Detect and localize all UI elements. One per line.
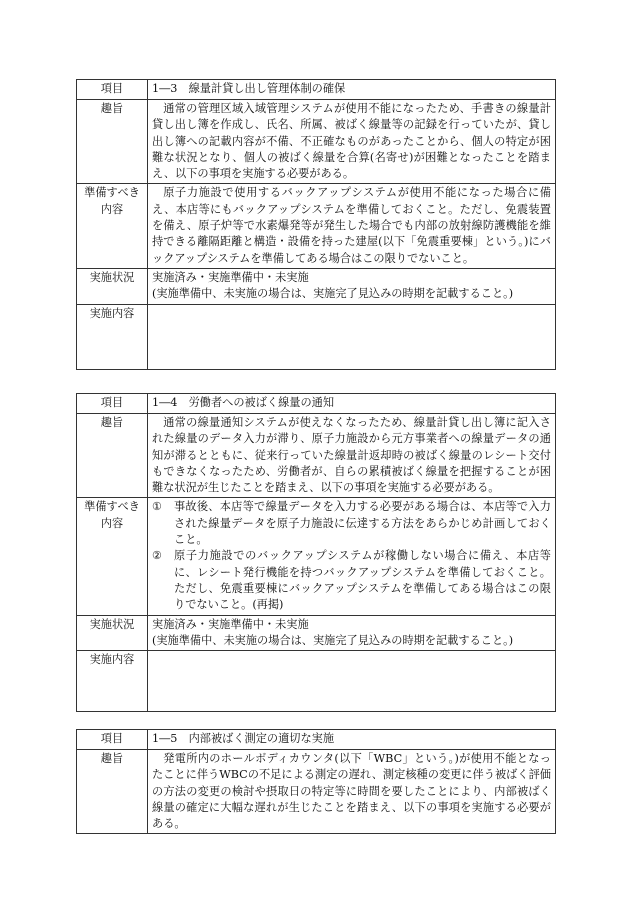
purpose-text: 発電所内のホールボディカウンタ(以下「WBC」という。)が使用不能となったことに伴うWBCの不足による測定の遅れ、測定核種の変更に伴う被ばく評価の方法の変更の検討や摂取日の特定等に時間を要したことにより、内部被ばく線量の確定に大幅な遅れが生じたことを踏まえ、以下の事項を実施する必要がある。 — [152, 752, 551, 831]
list-item — [152, 499, 551, 548]
status-label: 実施状況 — [77, 615, 148, 651]
status-cell — [148, 268, 556, 304]
purpose-label: 趣旨 — [77, 414, 148, 498]
purpose-text: 通常の線量通知システムが使えなくなったため、線量計貸し出し簿に記入された線量のデータ入力が滞り、原子力施設から元方事業者への線量データの通知が滞るとともに、従来行っていた線量計返却時の被ばく線量のレシート交付もできなくなったため、労働者が、自らの累積被ばく線量を把握することが困難な状況が生じたことを踏まえ、以下の事項を実施する必要がある。 — [152, 416, 551, 495]
item-number: ② — [152, 549, 163, 563]
item-table-1-5 — [76, 729, 556, 834]
table-row — [77, 268, 556, 304]
purpose-cell — [148, 100, 556, 184]
item-table-1-3 — [76, 79, 556, 370]
table-row — [77, 304, 556, 369]
purpose-label: 趣旨 — [77, 100, 148, 184]
impl-content-field[interactable] — [148, 304, 556, 369]
table-row — [77, 184, 556, 268]
item-title: 1―5 内部被ばく測定の適切な実施 — [148, 730, 556, 750]
purpose-cell — [148, 750, 556, 834]
prep-text: 原子力施設で使用するバックアップシステムが使用不能になった場合に備え、本店等にもバックアップシステムを準備しておくこと。ただし、免震装置を備え、原子炉等で水素爆発等が発生した場合でも内部の放射線防護機能を維持できる離隔距離と構造・設備を持った建屋(以下「免震重要棟」という。)にバックアップシステムを準備してある場合はこの限りでないこと。 — [152, 186, 551, 265]
item-text: 原子力施設でのバックアップシステムが稼働しない場合に備え、本店等に、レシート発行機能を持つバックアップシステムを準備しておくこと。ただし、免震重要棟にバックアップシステムを準備してある場合はこの限りでないこと。(再掲) — [174, 549, 551, 612]
prep-label: 準備すべき内容 — [77, 184, 148, 268]
table-row — [77, 80, 556, 100]
item-table-1-4 — [76, 393, 556, 712]
table-row — [77, 750, 556, 834]
status-note: (実施準備中、未実施の場合は、実施完了見込みの時期を記載すること。) — [152, 287, 514, 301]
status-options: 実施済み・実施準備中・未実施 — [152, 270, 309, 284]
purpose-text: 通常の管理区域入域管理システムが使用不能になったため、手書きの線量計貸し出し簿を作成し、氏名、所属、被ばく線量等の記録を行っていたが、貸し出し簿への記載内容が不備、不正確なものがあったことから、個人の特定が困難な状況となり、個人の被ばく線量を合算(名寄せ)が困難となったことを踏まえ、以下の事項を実施する必要がある。 — [152, 102, 551, 181]
table-row — [77, 651, 556, 712]
table-row — [77, 394, 556, 414]
header-label: 項目 — [77, 394, 148, 414]
header-label: 項目 — [77, 730, 148, 750]
item-title: 1―4 労働者への被ばく線量の通知 — [148, 394, 556, 414]
table-row — [77, 414, 556, 498]
purpose-label: 趣旨 — [77, 750, 148, 834]
list-item — [152, 548, 551, 613]
status-label: 実施状況 — [77, 268, 148, 304]
impl-label: 実施内容 — [77, 304, 148, 369]
item-title: 1―3 線量計貸し出し管理体制の確保 — [148, 80, 556, 100]
status-cell — [148, 615, 556, 651]
prep-label: 準備すべき内容 — [77, 498, 148, 615]
item-number: ① — [152, 500, 163, 514]
impl-label: 実施内容 — [77, 651, 148, 712]
prep-cell — [148, 184, 556, 268]
table-row — [77, 730, 556, 750]
table-row — [77, 615, 556, 651]
item-text: 事故後、本店等で線量データを入力する必要がある場合は、本店等で入力された線量データを原子力施設に伝達する方法をあらかじめ計画しておくこと。 — [174, 500, 551, 547]
prep-cell — [148, 498, 556, 615]
status-options: 実施済み・実施準備中・未実施 — [152, 617, 309, 631]
table-row — [77, 100, 556, 184]
status-note: (実施準備中、未実施の場合は、実施完了見込みの時期を記載すること。) — [152, 633, 514, 647]
header-label: 項目 — [77, 80, 148, 100]
purpose-cell — [148, 414, 556, 498]
table-row — [77, 498, 556, 615]
impl-content-field[interactable] — [148, 651, 556, 712]
